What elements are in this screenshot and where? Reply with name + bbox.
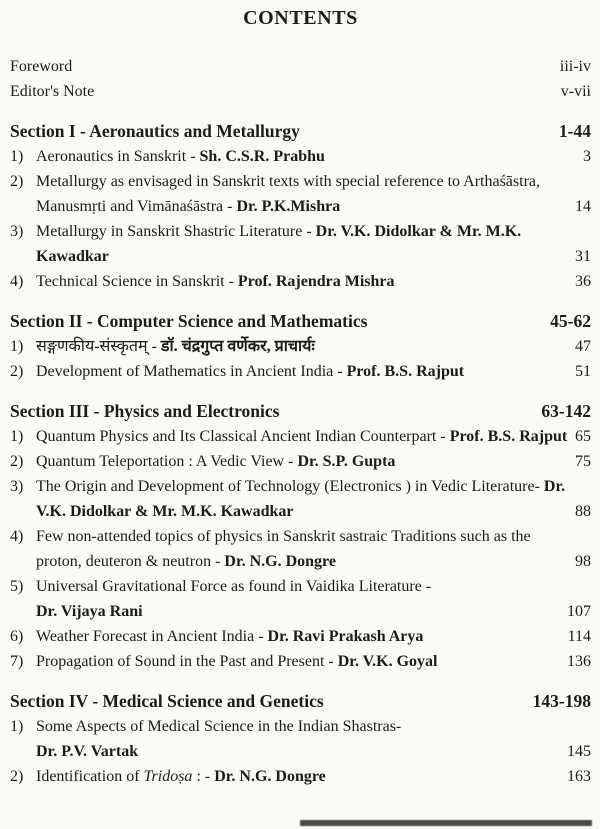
entry-page-number: 47	[575, 338, 591, 355]
entry-title-text: Metallurgy as envisaged in Sanskrit texts with special reference to Arthaśāstra, Manusmṛti and Vimānaśāstra -	[36, 173, 540, 215]
entry-text	[36, 574, 561, 624]
entry-title-text: Some Aspects of Medical Science in the Indian Shastras-	[36, 718, 402, 735]
entry-page-number: 88	[575, 503, 591, 520]
entry-page-number: 136	[567, 653, 591, 670]
entry-title-text: Quantum Teleportation : A Vedic View -	[36, 453, 298, 470]
entry-title-text: Weather Forecast in Ancient India -	[36, 628, 268, 645]
entry-number: 4)	[10, 273, 24, 290]
entry-title-text: : -	[192, 768, 215, 785]
entry-text	[36, 269, 569, 294]
section-page-range: 1-44	[558, 121, 591, 141]
entry-title-text: Identification of	[36, 768, 144, 785]
toc-entry	[10, 169, 591, 219]
entry-author: Dr. V.K. Didolkar & Mr. M.K. Kawadkar	[36, 478, 566, 520]
toc-entry	[10, 449, 591, 474]
toc-entry	[10, 524, 591, 574]
toc-entry	[10, 334, 591, 359]
entry-number: 4)	[10, 528, 24, 545]
entry-page-number: 14	[575, 198, 591, 215]
entry-page-number: 75	[575, 453, 591, 470]
entry-text	[36, 474, 569, 524]
section-heading	[10, 688, 591, 714]
section-heading	[10, 398, 591, 424]
toc-entry	[10, 424, 591, 449]
entry-text	[36, 714, 561, 764]
entry-author: Dr. P.V. Vartak	[36, 743, 139, 760]
entry-text	[36, 424, 569, 449]
entry-text	[36, 219, 569, 269]
entry-text	[36, 524, 569, 574]
toc-section-1	[10, 118, 591, 294]
entry-author: Dr. P.K.Mishra	[236, 198, 341, 215]
entry-author: Prof. B.S. Rajput	[346, 363, 465, 380]
entry-page-number: 163	[567, 768, 591, 785]
toc-section-3	[10, 398, 591, 674]
section-page-range: 143-198	[532, 691, 591, 711]
toc-entry	[10, 219, 591, 269]
front-matter	[10, 54, 591, 104]
toc-entry	[10, 359, 591, 384]
entry-page-number: 51	[575, 363, 591, 380]
entry-author: Dr. Ravi Prakash Arya	[267, 628, 424, 645]
entry-title-text: Metallurgy in Sanskrit Shastric Literature -	[36, 223, 316, 240]
toc-section-4	[10, 688, 591, 789]
entry-number: 6)	[10, 628, 24, 645]
section-title: Section I - Aeronautics and Metallurgy	[10, 121, 300, 141]
entry-number: 3)	[10, 478, 24, 495]
entry-author: Dr. N.G. Dongre	[224, 553, 336, 570]
entry-page-number: 36	[575, 273, 591, 290]
section-title: Section IV - Medical Science and Genetics	[10, 691, 324, 711]
entry-number: 1)	[10, 338, 24, 355]
entry-number: 5)	[10, 578, 24, 595]
entry-page-number: 3	[583, 148, 591, 165]
toc-entry	[10, 269, 591, 294]
entry-term-italic: Tridoṣa	[143, 768, 193, 785]
toc-entry	[10, 764, 591, 789]
front-matter-entry	[10, 79, 591, 104]
section-page-range: 45-62	[550, 311, 591, 331]
entry-text	[36, 359, 569, 384]
entry-title-text: Technical Science in Sanskrit -	[36, 273, 238, 290]
entry-number: 3)	[10, 223, 24, 240]
entry-author-devanagari: डॉ. चंद्रगुप्त वर्णेकर, प्राचार्यः	[160, 338, 315, 355]
entry-title-text: Development of Mathematics in Ancient India -	[36, 363, 347, 380]
next-line-crop-artifact	[300, 820, 592, 826]
entry-author: Sh. C.S.R. Prabhu	[199, 148, 325, 165]
toc-entry	[10, 144, 591, 169]
toc-section-2	[10, 308, 591, 384]
entry-page-number: v-vii	[560, 83, 591, 100]
entry-number: 2)	[10, 453, 24, 470]
entry-text	[36, 649, 561, 674]
section-heading	[10, 308, 591, 334]
toc-entry	[10, 474, 591, 524]
section-heading	[10, 118, 591, 144]
entry-author: Dr. V.K. Didolkar & Mr. M.K. Kawadkar	[36, 223, 522, 265]
toc-entry	[10, 574, 591, 624]
entry-page-number: 107	[567, 603, 591, 620]
entry-title-text: Propagation of Sound in the Past and Present -	[36, 653, 338, 670]
toc-entry	[10, 649, 591, 674]
entry-author: Dr. S.P. Gupta	[297, 453, 396, 470]
entry-text	[36, 334, 569, 359]
entry-text	[36, 169, 569, 219]
front-matter-entry	[10, 54, 591, 79]
entry-title-text: Aeronautics in Sanskrit -	[36, 148, 200, 165]
entry-number: 1)	[10, 718, 24, 735]
entry-number: 7)	[10, 653, 24, 670]
entry-title-text: Quantum Physics and Its Classical Ancient Indian Counterpart -	[36, 428, 450, 445]
toc-entry	[10, 714, 591, 764]
section-title: Section III - Physics and Electronics	[10, 401, 280, 421]
entry-number: 2)	[10, 363, 24, 380]
entry-number: 1)	[10, 428, 24, 445]
entry-number: 1)	[10, 148, 24, 165]
entry-text	[36, 624, 562, 649]
page-title: CONTENTS	[243, 7, 358, 29]
entry-text	[36, 764, 561, 789]
entry-author: Dr. Vijaya Rani	[36, 603, 143, 620]
entry-title-text: Universal Gravitational Force as found in Vaidika Literature -	[36, 578, 432, 595]
entry-number: 2)	[10, 173, 24, 190]
entry-number: 2)	[10, 768, 24, 785]
entry-page-number: 65	[575, 428, 591, 445]
entry-page-number: 31	[575, 248, 591, 265]
toc-entry	[10, 624, 591, 649]
entry-title-text: The Origin and Development of Technology (Electronics ) in Vedic Literature-	[36, 478, 544, 495]
entry-text	[36, 144, 577, 169]
entry-title-text-devanagari: सङ्गणकीय-संस्कृतम् -	[36, 338, 161, 355]
entry-text	[36, 449, 569, 474]
entry-title-text: Few non-attended topics of physics in Sanskrit sastraic Traditions such as the proton, deuteron & neutron -	[36, 528, 531, 570]
entry-label: Foreword	[10, 58, 73, 75]
section-title: Section II - Computer Science and Mathematics	[10, 311, 368, 331]
entry-author: Dr. N.G. Dongre	[214, 768, 326, 785]
entry-author: Prof. Rajendra Mishra	[237, 273, 395, 290]
entry-page-number: 114	[567, 628, 591, 645]
entry-page-number: iii-iv	[559, 58, 591, 75]
section-page-range: 63-142	[541, 401, 591, 421]
entry-page-number: 145	[567, 743, 591, 760]
entry-page-number: 98	[575, 553, 591, 570]
entry-author: Dr. V.K. Goyal	[337, 653, 438, 670]
entry-label: Editor's Note	[10, 83, 95, 100]
entry-author: Prof. B.S. Rajput	[449, 428, 568, 445]
